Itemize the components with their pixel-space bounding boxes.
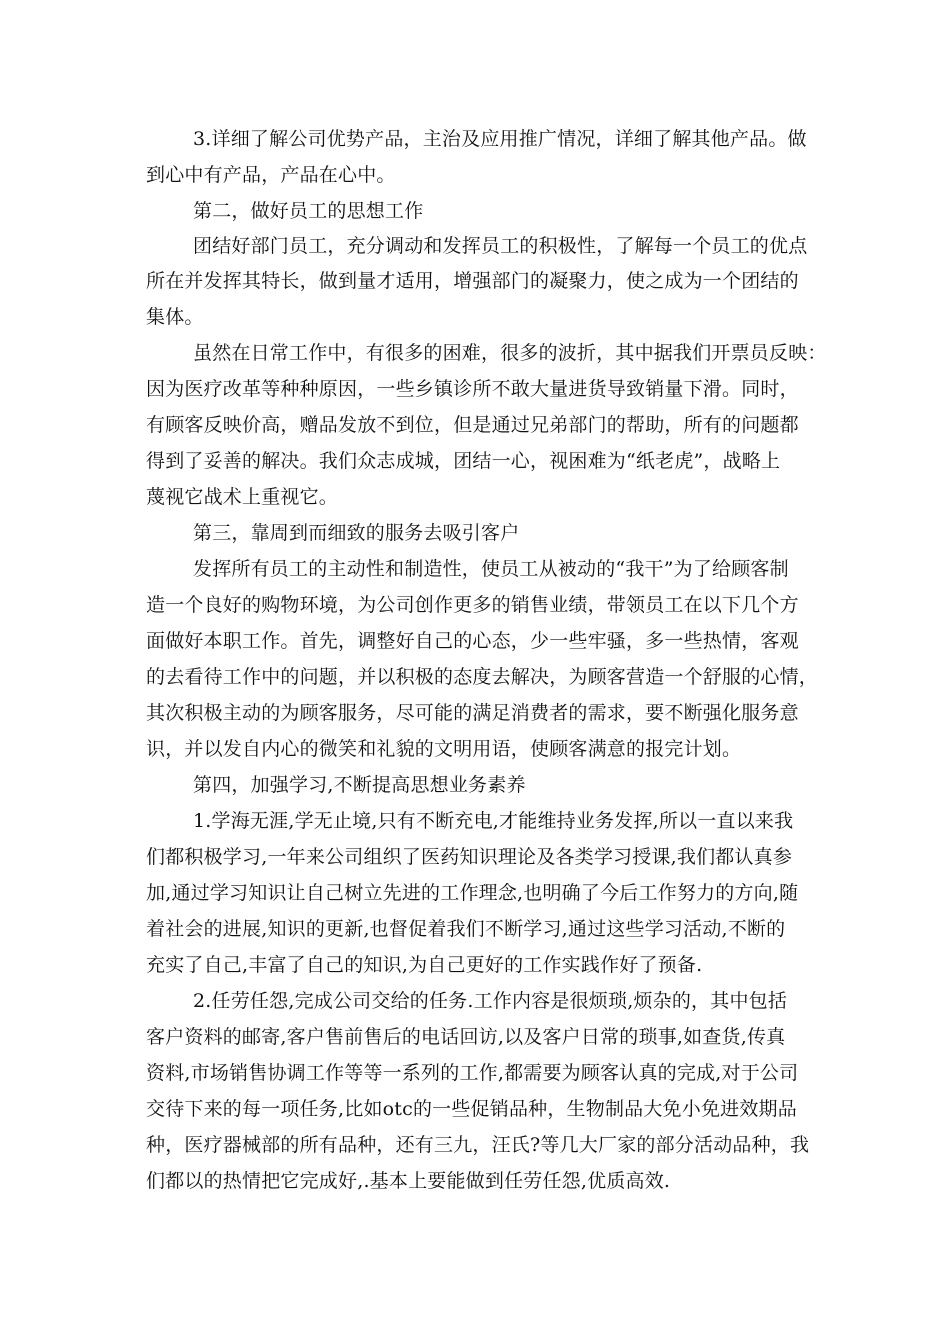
text-line: 的去看待工作中的问题，并以积极的态度去解决，为顾客营造一个舒服的心情， [146,666,819,688]
text-line: 充实了自己,丰富了自己的知识,为自己更好的工作实践作好了预备. [146,954,703,976]
text-line: 交待下来的每一项任务,比如otc的一些促销品种，生物制品大免小免进效期品 [146,1098,797,1120]
text-line: 团结好部门员工，充分调动和发挥员工的积极性，了解每一个员工的优点 [193,235,808,257]
text-line: 3.详细了解公司优势产品，主治及应用推广情况，详细了解其他产品。做 [193,128,807,150]
text-line: 造一个良好的购物环境，为公司创作更多的销售业绩，带领员工在以下几个方 [146,594,799,616]
text-line: 得到了妥善的解决。我们众志成城，团结一心，视困难为“纸老虎”，战略上 [146,450,781,472]
section-heading: 第四，加强学习,不断提高思想业务素养 [193,774,526,796]
text-line: 其次积极主动的为顾客服务，尽可能的满足消费者的需求，要不断强化服务意 [146,702,799,724]
text-line: 资料,市场销售协调工作等等一系列的工作,都需要为顾客认真的完成,对于公司 [146,1062,799,1084]
section-heading: 第二，做好员工的思想工作 [193,200,424,222]
text-line: 所在并发挥其特长，做到量才适用，增强部门的凝聚力，使之成为一个团结的 [146,270,799,292]
text-line: 蔑视它战术上重视它。 [146,486,339,508]
text-line: 有顾客反映价高，赠品发放不到位，但是通过兄弟部门的帮助，所有的问题都 [146,414,799,436]
text-line: 着社会的进展,知识的更新,也督促着我们不断学习,通过这些学习活动,不断的 [146,918,786,940]
text-line: 集体。 [146,306,204,328]
text-line: 因为医疗改革等种种原因，一些乡镇诊所不敢大量进货导致销量下滑。同时， [146,378,799,400]
text-line: 2.任劳任怨,完成公司交给的任务.工作内容是很烦琐,烦杂的，其中包括 [193,990,788,1012]
text-line: 虽然在日常工作中，有很多的困难，很多的波折，其中据我们开票员反映： [193,342,827,364]
text-line: 识，并以发自内心的微笑和礼貌的文明用语，使顾客满意的报完计划。 [146,738,742,760]
text-line: 们都以的热情把它完成好,.基本上要能做到任劳任怨,优质高效. [146,1170,671,1192]
text-line: 到心中有产品，产品在心中。 [146,164,396,186]
text-line: 面做好本职工作。首先，调整好自己的心态，少一些牢骚，多一些热情，客观 [146,630,799,652]
text-line: 客户资料的邮寄,客户售前售后的电话回访,以及客户日常的琐事,如查货,传真 [146,1026,786,1048]
section-heading: 第三，靠周到而细致的服务去吸引客户 [193,522,520,544]
text-line: 加,通过学习知识让自己树立先进的工作理念,也明确了今后工作努力的方向,随 [146,882,799,904]
text-line: 发挥所有员工的主动性和制造性，使员工从被动的“我干”为了给顾客制 [193,558,789,580]
text-line: 们都积极学习,一年来公司组织了医药知识理论及各类学习授课,我们都认真参 [146,846,793,868]
text-line: 种，医疗器械部的所有品种，还有三九，汪氏?等几大厂家的部分活动品种，我 [146,1134,810,1156]
text-line: 1.学海无涯,学无止境,只有不断充电,才能维持业务发挥,所以一直以来我 [193,810,794,832]
